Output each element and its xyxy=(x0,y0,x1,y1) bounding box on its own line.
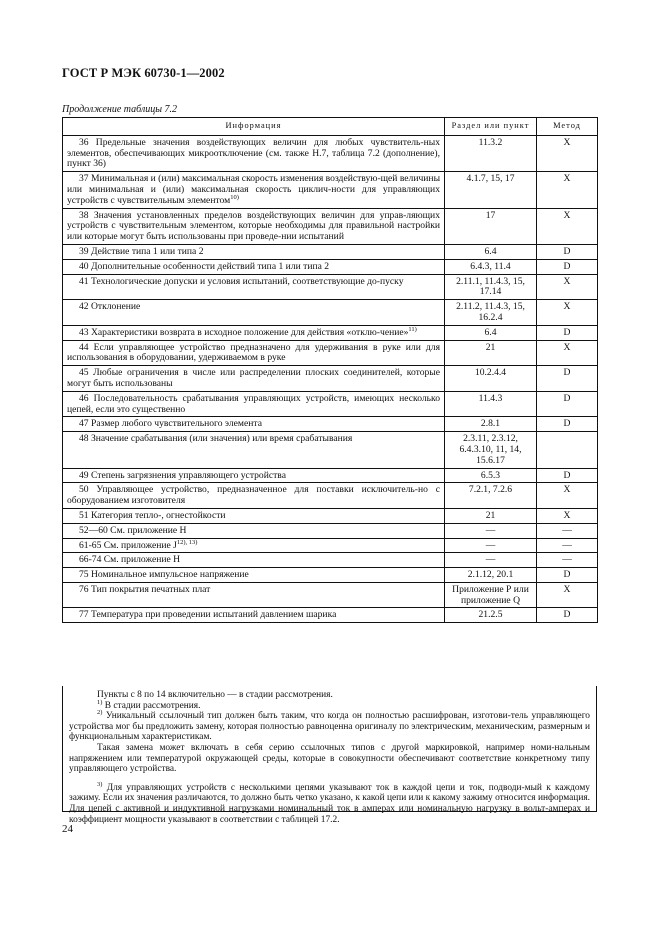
table-notes xyxy=(62,686,597,825)
section-cell: 2.1.12, 20.1 xyxy=(445,568,537,583)
method-cell: D xyxy=(537,325,598,340)
info-cell xyxy=(63,366,445,392)
method-cell: D xyxy=(537,366,598,392)
footnote-2-mark: 2) xyxy=(97,709,103,717)
info-cell xyxy=(63,568,445,583)
info-cell xyxy=(63,391,445,417)
info-cell xyxy=(63,608,445,623)
section-cell: — xyxy=(445,553,537,568)
info-text: 51 Категория тепло-, огнестойкости xyxy=(79,509,226,521)
table-row xyxy=(63,417,598,432)
standard-title: ГОСТ Р МЭК 60730-1—2002 xyxy=(62,66,225,80)
info-cell xyxy=(63,582,445,608)
header-information: Информация xyxy=(63,118,445,136)
info-text: 48 Значение срабатывания (или значения) или время срабатывания xyxy=(79,433,353,445)
info-text: 45 Любые ограничения в числе или распределении плоских соединителей, которые могут быть использованы xyxy=(67,367,440,389)
info-text: 43 Характеристики возврата в исходное положение для действия «отклю-чение» xyxy=(79,326,409,338)
method-cell: X xyxy=(537,508,598,523)
section-cell: 17 xyxy=(445,208,537,244)
info-cell xyxy=(63,244,445,259)
info-text: 61-65 См. приложение J xyxy=(79,539,177,551)
method-cell: X xyxy=(537,582,598,608)
table-row xyxy=(63,432,598,468)
footnote-1 xyxy=(69,698,590,712)
footnote-1-mark: 1) xyxy=(97,698,103,706)
footnote-3-text: Для управляющих устройств с несколькими цепями указывают ток в каждой цепи и ток, подводи-мый к каждому зажиму. Если их значения различаются, то должно быть четко указано, к какой цепи или к какому зажиму относится информация. Для цепей с активной и индуктивной нагрузками номинальный ток в амперах или номинальную нагрузку в вольт-амперах и коэффициент мощности указывают в соответствии с таблицей 17.2. xyxy=(69,782,590,825)
footnote-ref: 10) xyxy=(230,193,239,201)
section-cell: 10.2.4.4 xyxy=(445,366,537,392)
section-cell: 6.4 xyxy=(445,325,537,340)
table-row xyxy=(63,340,598,366)
section-cell: 6.5.3 xyxy=(445,468,537,483)
info-text: 47 Размер любого чувствительного элемента xyxy=(79,418,262,430)
method-cell: D xyxy=(537,259,598,274)
info-cell xyxy=(63,483,445,509)
table-row xyxy=(63,483,598,509)
info-cell xyxy=(63,417,445,432)
info-cell xyxy=(63,135,445,171)
table-row xyxy=(63,325,598,340)
method-cell: D xyxy=(537,568,598,583)
table-row xyxy=(63,135,598,171)
footnote-ref: 12), 13) xyxy=(176,538,198,546)
info-text: 36 Предельные значения воздействующих величин для любых чувствитель-ных элементов, обеспечивающих микроотключение (см. также Н.7, таблица 7.2 (дополнение), пункт 36) xyxy=(67,136,440,170)
table-row xyxy=(63,259,598,274)
info-cell xyxy=(63,523,445,538)
method-cell: X xyxy=(537,135,598,171)
info-text: 75 Номинальное импульсное напряжение xyxy=(79,569,249,581)
section-cell: 6.4 xyxy=(445,244,537,259)
method-cell: X xyxy=(537,208,598,244)
section-cell: 2.11.2, 11.4.3, 15, 16.2.4 xyxy=(445,300,537,326)
info-text: 77 Температура при проведении испытаний давлением шарика xyxy=(79,609,337,621)
section-cell: 11.3.2 xyxy=(445,135,537,171)
header-section: Раздел или пункт xyxy=(445,118,537,136)
info-text: 50 Управляющее устройство, предназначенное для поставки исключитель-но с оборудованием изготовителя xyxy=(67,484,440,507)
info-cell xyxy=(63,259,445,274)
method-cell: — xyxy=(537,538,598,553)
table-row xyxy=(63,208,598,244)
info-text: 52—60 См. приложение Н xyxy=(79,524,187,536)
table-row xyxy=(63,366,598,392)
footnote-3-mark: 3) xyxy=(97,780,103,788)
info-text: 46 Последовательность срабатывания управляющих устройств, имеющих несколько цепей, если это существенно xyxy=(67,392,440,415)
info-cell xyxy=(63,432,445,468)
section-cell: 2.8.1 xyxy=(445,417,537,432)
page-number: 24 xyxy=(62,823,73,835)
info-text: 44 Если управляющее устройство предназначено для удерживания в руке или для использования в оборудовании, удерживаемом в руке xyxy=(67,341,440,364)
method-cell: D xyxy=(537,608,598,623)
section-cell: 2.11.1, 11.4.3, 15, 17.14 xyxy=(445,274,537,300)
method-cell: X xyxy=(537,340,598,366)
method-cell: X xyxy=(537,300,598,326)
section-cell: 4.1.7, 15, 17 xyxy=(445,172,537,208)
method-cell: D xyxy=(537,391,598,417)
info-text: 39 Действие типа 1 или типа 2 xyxy=(79,245,204,257)
info-cell xyxy=(63,340,445,366)
info-text: 40 Дополнительные особенности действий типа 1 или типа 2 xyxy=(79,260,330,272)
method-cell: D xyxy=(537,468,598,483)
method-cell: — xyxy=(537,553,598,568)
table-continuation-label: Продолжение таблицы 7.2 xyxy=(62,104,178,115)
section-cell: — xyxy=(445,523,537,538)
section-cell: 2.3.11, 2.3.12, 6.4.3.10, 11, 14, 15.6.17 xyxy=(445,432,537,468)
footnote-ref: 11) xyxy=(408,325,417,333)
header-method: Метод xyxy=(537,118,598,136)
footnote-2-text: Уникальный ссылочный тип должен быть таким, что когда он полностью расшифрован, изготови-тель управляющего устройства мог бы предложить замену, которая полностью равноценна оригиналу по электрическим, механическим, размерным и функциональным характеристикам. xyxy=(69,711,590,743)
info-table xyxy=(62,117,598,623)
info-cell xyxy=(63,208,445,244)
method-cell xyxy=(537,432,598,468)
method-cell: D xyxy=(537,244,598,259)
info-cell xyxy=(63,172,445,208)
info-text: 38 Значения установленных пределов воздействующих величин для управ-ляющих устройств с чувствительным элементом, которые необходимы для правильной настройки или которые могут быть использованы при проведе-нии испытаний xyxy=(67,209,440,243)
info-text: 49 Степень загрязнения управляющего устройства xyxy=(79,469,286,481)
table-row xyxy=(63,553,598,568)
table-row xyxy=(63,244,598,259)
method-cell: X xyxy=(537,172,598,208)
table-row xyxy=(63,538,598,553)
footnote-3 xyxy=(69,780,590,825)
method-cell: — xyxy=(537,523,598,538)
section-cell: 11.4.3 xyxy=(445,391,537,417)
info-text: 76 Тип покрытия печатных плат xyxy=(79,583,211,595)
info-cell xyxy=(63,300,445,326)
table-row xyxy=(63,274,598,300)
table-row xyxy=(63,523,598,538)
section-cell: Приложение Р или приложение Q xyxy=(445,582,537,608)
info-cell xyxy=(63,553,445,568)
table-row xyxy=(63,568,598,583)
info-text: 37 Минимальная и (или) максимальная скорость изменения воздействую-щей величины или минимальная и (или) максимальная скорость циклич-ности для управляющих устройств с чувствительным элементом xyxy=(67,173,441,206)
section-cell: 7.2.1, 7.2.6 xyxy=(445,483,537,509)
section-cell: 6.4.3, 11.4 xyxy=(445,259,537,274)
info-cell xyxy=(63,325,445,340)
table-row xyxy=(63,468,598,483)
info-cell xyxy=(63,508,445,523)
info-text: 66-74 См. приложение Н xyxy=(79,554,181,566)
section-cell: 21 xyxy=(445,508,537,523)
method-cell: X xyxy=(537,483,598,509)
table-row xyxy=(63,391,598,417)
table-row xyxy=(63,608,598,623)
info-text: 42 Отклонение xyxy=(79,301,141,313)
section-cell: 21.2.5 xyxy=(445,608,537,623)
footnote-1-text: В стадии рассмотрения. xyxy=(102,700,201,711)
info-cell xyxy=(63,274,445,300)
table-row xyxy=(63,582,598,608)
method-cell: D xyxy=(537,417,598,432)
info-text: 41 Технологические допуски и условия испытаний, соответствующие до-пуску xyxy=(79,275,404,287)
table-row xyxy=(63,508,598,523)
footnote-2 xyxy=(69,711,590,743)
info-cell xyxy=(63,468,445,483)
table-row xyxy=(63,300,598,326)
note-general: Пункты с 8 по 14 включительно — в стадии рассмотрения. xyxy=(97,690,333,700)
info-cell xyxy=(63,538,445,553)
table-header-row xyxy=(63,118,598,136)
section-cell: 21 xyxy=(445,340,537,366)
method-cell: X xyxy=(537,274,598,300)
table-row xyxy=(63,172,598,208)
footnote-2-continued: Такая замена может включать в себя серию ссылочных типов с другой маркировкой, например номи-нальным напряжением или температурой окружающей среды, которые в совокупности обеспечивают соответствие конкретному типу управляющего устройства. xyxy=(69,742,590,775)
section-cell: — xyxy=(445,538,537,553)
